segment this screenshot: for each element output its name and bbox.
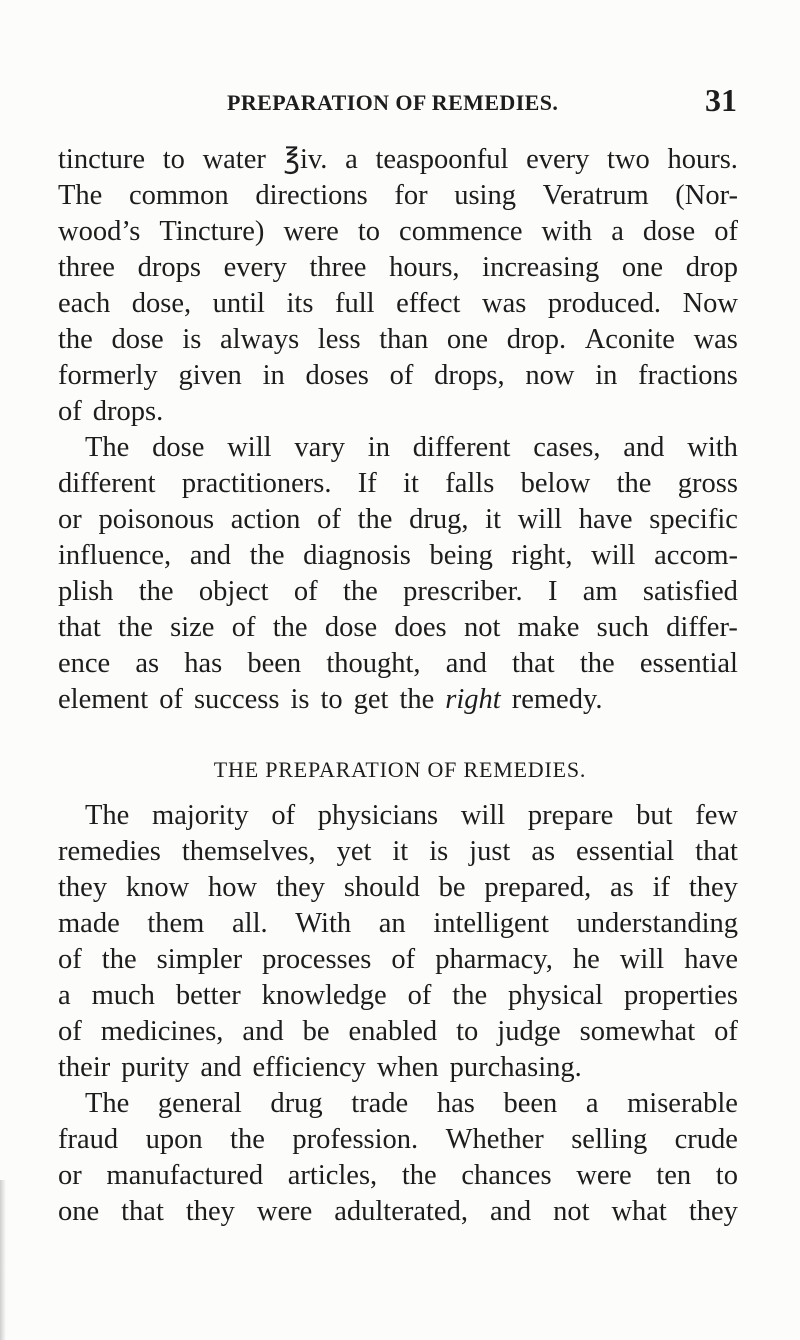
text-line: or poisonous action of the drug, it will have specific: [58, 504, 738, 535]
text-line: of the simpler processes of pharmacy, he will have: [58, 944, 738, 975]
scan-edge-shadow: [0, 1180, 6, 1340]
text-line: their purity and efficiency when purchasing.: [58, 1052, 582, 1083]
text-line: element of success is to get the right remedy.: [58, 682, 738, 718]
text-line: influence, and the diagnosis being right, will accom-: [58, 540, 738, 571]
page-number: 31: [705, 82, 737, 118]
section-heading: THE PREPARATION OF REMEDIES.: [213, 757, 587, 782]
text-line: made them all. With an intelligent understanding: [58, 908, 738, 939]
text-line: wood’s Tincture) were to commence with a dose of: [58, 216, 738, 247]
text-line: that the size of the dose does not make such differ-: [58, 612, 738, 643]
italic-word: right: [445, 684, 501, 715]
text-line: remedies themselves, yet it is just as essential that: [58, 836, 738, 867]
text-line: a much better knowledge of the physical properties: [58, 980, 738, 1011]
text-line: formerly given in doses of drops, now in fractions: [58, 360, 738, 391]
text-line: fraud upon the profession. Whether selling crude: [58, 1124, 738, 1155]
text-line: tincture to water ℥iv. a teaspoonful every two hours.: [58, 144, 738, 175]
text-line: they know how they should be prepared, as if they: [58, 872, 738, 903]
text-line: the dose is always less than one drop. Aconite was: [58, 324, 738, 355]
text-line: each dose, until its full effect was produced. Now: [58, 288, 738, 319]
text-line: one that they were adulterated, and not what they: [58, 1196, 738, 1227]
text-line: plish the object of the prescriber. I am satisfied: [58, 576, 738, 607]
text-line: different practitioners. If it falls below the gross: [58, 468, 738, 499]
text-line: The common directions for using Veratrum (Nor-: [58, 180, 738, 211]
text-line: or manufactured articles, the chances were ten to: [58, 1160, 738, 1191]
running-head: [227, 82, 737, 118]
text-line: of drops.: [58, 396, 164, 427]
text-line: three drops every three hours, increasing one drop: [58, 252, 738, 283]
text-line: ence as has been thought, and that the essential: [58, 648, 738, 679]
running-title: PREPARATION OF REMEDIES.: [227, 90, 559, 115]
text-line: The majority of physicians will prepare but few: [85, 800, 738, 831]
text-line: The dose will vary in different cases, and with: [85, 432, 738, 463]
text-line: The general drug trade has been a miserable: [85, 1088, 738, 1119]
text-line: of medicines, and be enabled to judge somewhat of: [58, 1016, 738, 1047]
